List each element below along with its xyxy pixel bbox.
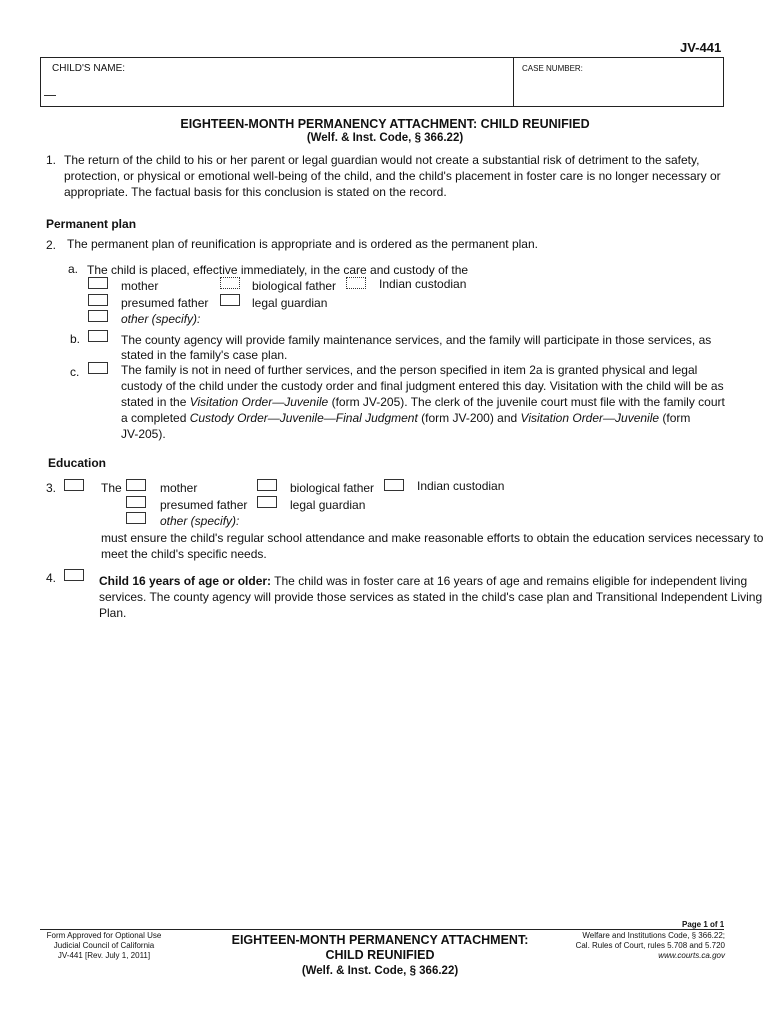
item4-checkbox[interactable]	[64, 569, 84, 581]
item1-line: The return of the child to his or her parent or legal guardian would not create a substantial risk of detriment to the safety,	[64, 153, 700, 167]
item2a-legal-guardian-checkbox[interactable]	[220, 294, 240, 306]
courts-link[interactable]: www.courts.ca.gov	[658, 951, 725, 960]
childs-name-tick	[44, 95, 56, 96]
item2c-line: stated in the Visitation Order—Juvenile (form JV-205). The clerk of the juvenile court must file with the family court	[121, 395, 725, 409]
item3-mother-label: mother	[160, 481, 198, 495]
footer-title: EIGHTEEN-MONTH PERMANENCY ATTACHMENT: CHILD REUNIFIED (Welf. & Inst. Code, § 366.22)	[231, 933, 529, 977]
item2a-text: The child is placed, effective immediately, in the care and custody of the	[87, 263, 469, 277]
item3-indian-custodian-checkbox[interactable]	[384, 479, 404, 491]
item3-checkbox[interactable]	[64, 479, 84, 491]
form-id: JV-441	[680, 40, 722, 55]
item2a-mother-label: mother	[121, 279, 159, 293]
visitation-order-ref: Visitation Order—Juvenile	[189, 395, 329, 409]
item2c-line: The family is not in need of further services, and the person specified in item 2a is granted physical and legal	[121, 363, 698, 377]
item3-mother-checkbox[interactable]	[126, 479, 146, 491]
item3-presumed-father-checkbox[interactable]	[126, 496, 146, 508]
item2a-legal-guardian-label: legal guardian	[252, 296, 328, 310]
item3-the: The	[101, 481, 122, 495]
item3-presumed-father-label: presumed father	[160, 498, 248, 512]
item3-other-label: other (specify):	[160, 514, 240, 528]
footer-right: Welfare and Institutions Code, § 366.22; Cal. Rules of Court, rules 5.708 and 5.720 www.courts.ca.gov	[540, 931, 725, 961]
item2a-other-checkbox[interactable]	[88, 310, 108, 322]
visitation-order-ref: Visitation Order—Juvenile	[520, 411, 660, 425]
item3-bio-father-checkbox[interactable]	[257, 479, 277, 491]
item3-line: meet the child's specific needs.	[101, 547, 267, 561]
item2a-presumed-father-label: presumed father	[121, 296, 209, 310]
item2b-line: The county agency will provide family maintenance services, and the family will participate in those services, as	[121, 333, 712, 347]
item2b-checkbox[interactable]	[88, 330, 108, 342]
item3-line: must ensure the child's regular school attendance and make reasonable efforts to obtain the education services necessary to	[101, 531, 764, 545]
education-heading: Education	[48, 456, 107, 470]
item2c-line: JV-205).	[121, 427, 166, 441]
item3-other-checkbox[interactable]	[126, 512, 146, 524]
custody-order-ref: Custody Order—Juvenile—Final Judgment	[189, 411, 418, 425]
footer-rule	[40, 929, 724, 930]
item2a-other-label: other (specify):	[121, 312, 201, 326]
item3-number: 3.	[46, 481, 57, 495]
item2-number: 2.	[46, 238, 57, 252]
form-title: EIGHTEEN-MONTH PERMANENCY ATTACHMENT: CHILD REUNIFIED	[180, 117, 590, 131]
item2a-bio-father-checkbox[interactable]	[220, 277, 240, 289]
item3-bio-father-label: biological father	[290, 481, 375, 495]
item2b-line: stated in the family's case plan.	[121, 348, 288, 362]
item3-legal-guardian-label: legal guardian	[290, 498, 366, 512]
item4-number: 4.	[46, 571, 57, 585]
item3-legal-guardian-checkbox[interactable]	[257, 496, 277, 508]
item4-lead: Child 16 years of age or older:	[99, 574, 272, 588]
item2a-indian-custodian-checkbox[interactable]	[346, 277, 366, 289]
item2b-label: b.	[70, 332, 81, 346]
case-number-label: CASE NUMBER:	[522, 64, 583, 73]
item2a-bio-father-label: biological father	[252, 279, 337, 293]
footer-left: Form Approved for Optional Use Judicial Council of California JV-441 [Rev. July 1, 2011]	[46, 931, 162, 960]
item2a-mother-checkbox[interactable]	[88, 277, 108, 289]
item2-text: The permanent plan of reunification is appropriate and is ordered as the permanent plan.	[67, 237, 538, 251]
permanent-plan-heading: Permanent plan	[46, 217, 137, 231]
item1-number: 1.	[46, 153, 57, 167]
item4-line: Plan.	[99, 606, 127, 620]
page-number: Page 1 of 1	[682, 920, 725, 929]
childs-name-label: CHILD'S NAME:	[52, 63, 126, 74]
item2a-indian-custodian-label: Indian custodian	[379, 277, 467, 291]
item1-line: appropriate. The factual basis for this conclusion is stated on the record.	[64, 185, 447, 199]
header-divider	[513, 57, 514, 107]
item2c-line: custody of the child under the custody order and final judgment entered this day. Visitation with the child will be as	[121, 379, 724, 393]
item2c-line: a completed Custody Order—Juvenile—Final Judgment (form JV-200) and Visitation Order—Juvenile (form	[121, 411, 691, 425]
item1-line: protection, or physical or emotional well-being of the child, and the child's placement in foster care is no longer necessary or	[64, 169, 721, 183]
item2c-checkbox[interactable]	[88, 362, 108, 374]
case-number-field[interactable]	[518, 76, 718, 104]
form-title-code: (Welf. & Inst. Code, § 366.22)	[306, 132, 464, 144]
item4-line: services. The county agency will provide those services as stated in the child's case plan and Transitional Independent Living	[99, 590, 763, 604]
item3-indian-custodian-label: Indian custodian	[417, 479, 505, 493]
childs-name-field[interactable]	[45, 76, 505, 104]
item2a-label: a.	[68, 262, 79, 276]
item4-line: Child 16 years of age or older: The child was in foster care at 16 years of age and remains eligible for independent living	[99, 574, 748, 588]
item2a-presumed-father-checkbox[interactable]	[88, 294, 108, 306]
item2c-label: c.	[70, 365, 80, 379]
